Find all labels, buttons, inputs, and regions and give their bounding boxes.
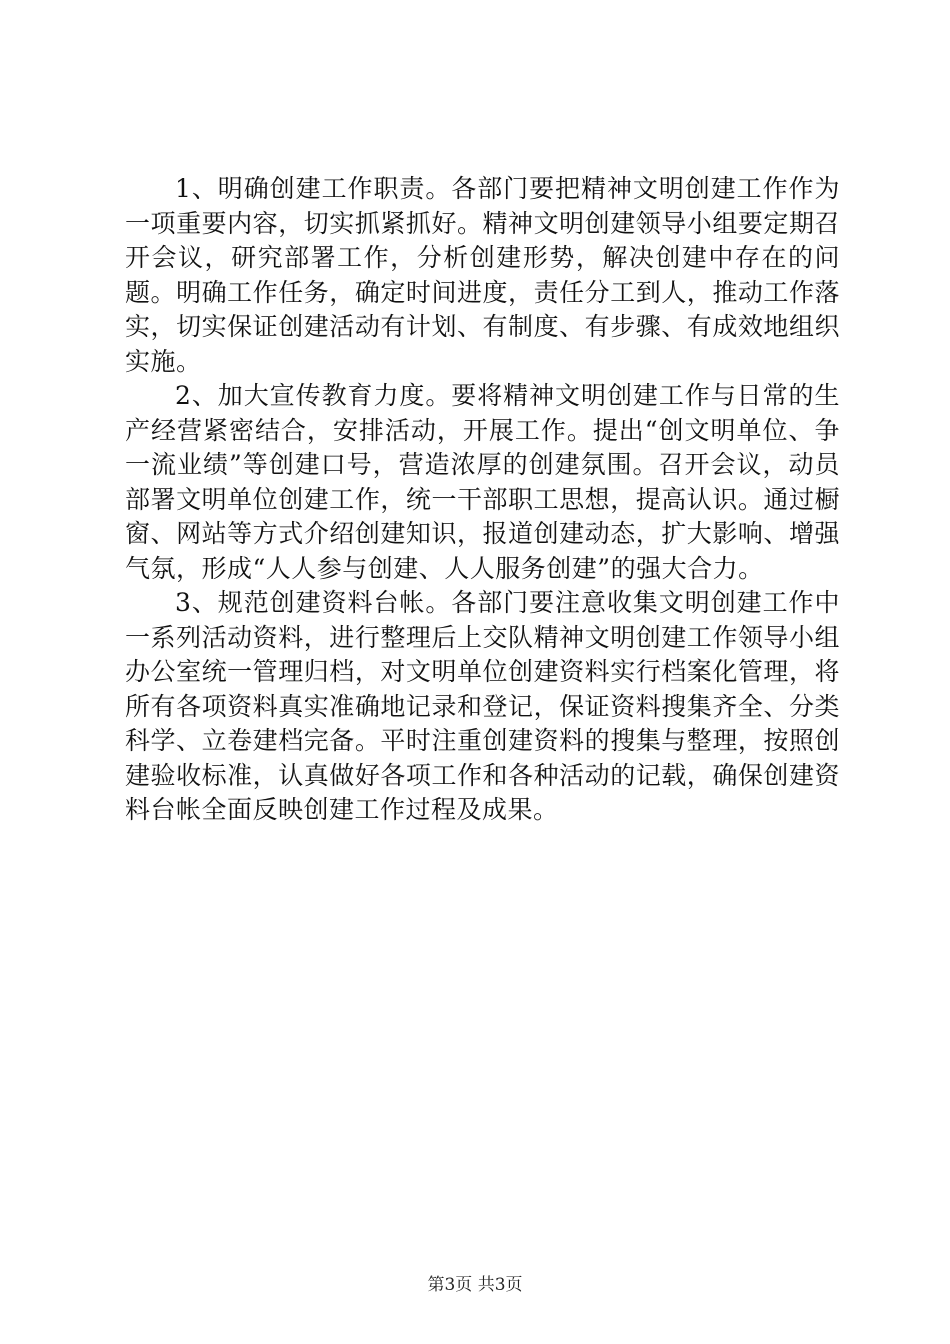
document-body [125,172,840,828]
paragraph-records: 3、规范创建资料台帐。各部门要注意收集文明创建工作中一系列活动资料，进行整理后上交队精神文明创建工作领导小组办公室统一管理归档，对文明单位创建资料实行档案化管理，将所有各项资料真实准确地记录和登记，保证资料搜集齐全、分类科学、立卷建档完备。平时注重创建资料的搜集与整理，按照创建验收标准，认真做好各项工作和各种活动的记载，确保创建资料台帐全面反映创建工作过程及成果。 [125,588,840,824]
page-number: 第3页 共3页 [427,1275,523,1295]
paragraph-responsibilities: 1、明确创建工作职责。各部门要把精神文明创建工作作为一项重要内容，切实抓紧抓好。精神文明创建领导小组要定期召开会议，研究部署工作，分析创建形势，解决创建中存在的问题。明确工作任务，确定时间进度，责任分工到人，推动工作落实，切实保证创建活动有计划、有制度、有步骤、有成效地组织实施。 [125,174,840,376]
paragraph-publicity: 2、加大宣传教育力度。要将精神文明创建工作与日常的生产经营紧密结合，安排活动，开展工作。提出“创文明单位、争一流业绩”等创建口号，营造浓厚的创建氛围。召开会议，动员部署文明单位创建工作，统一干部职工思想，提高认识。通过橱窗、网站等方式介绍创建知识，报道创建动态，扩大影响、增强气氛，形成“人人参与创建、人人服务创建”的强大合力。 [125,381,840,583]
